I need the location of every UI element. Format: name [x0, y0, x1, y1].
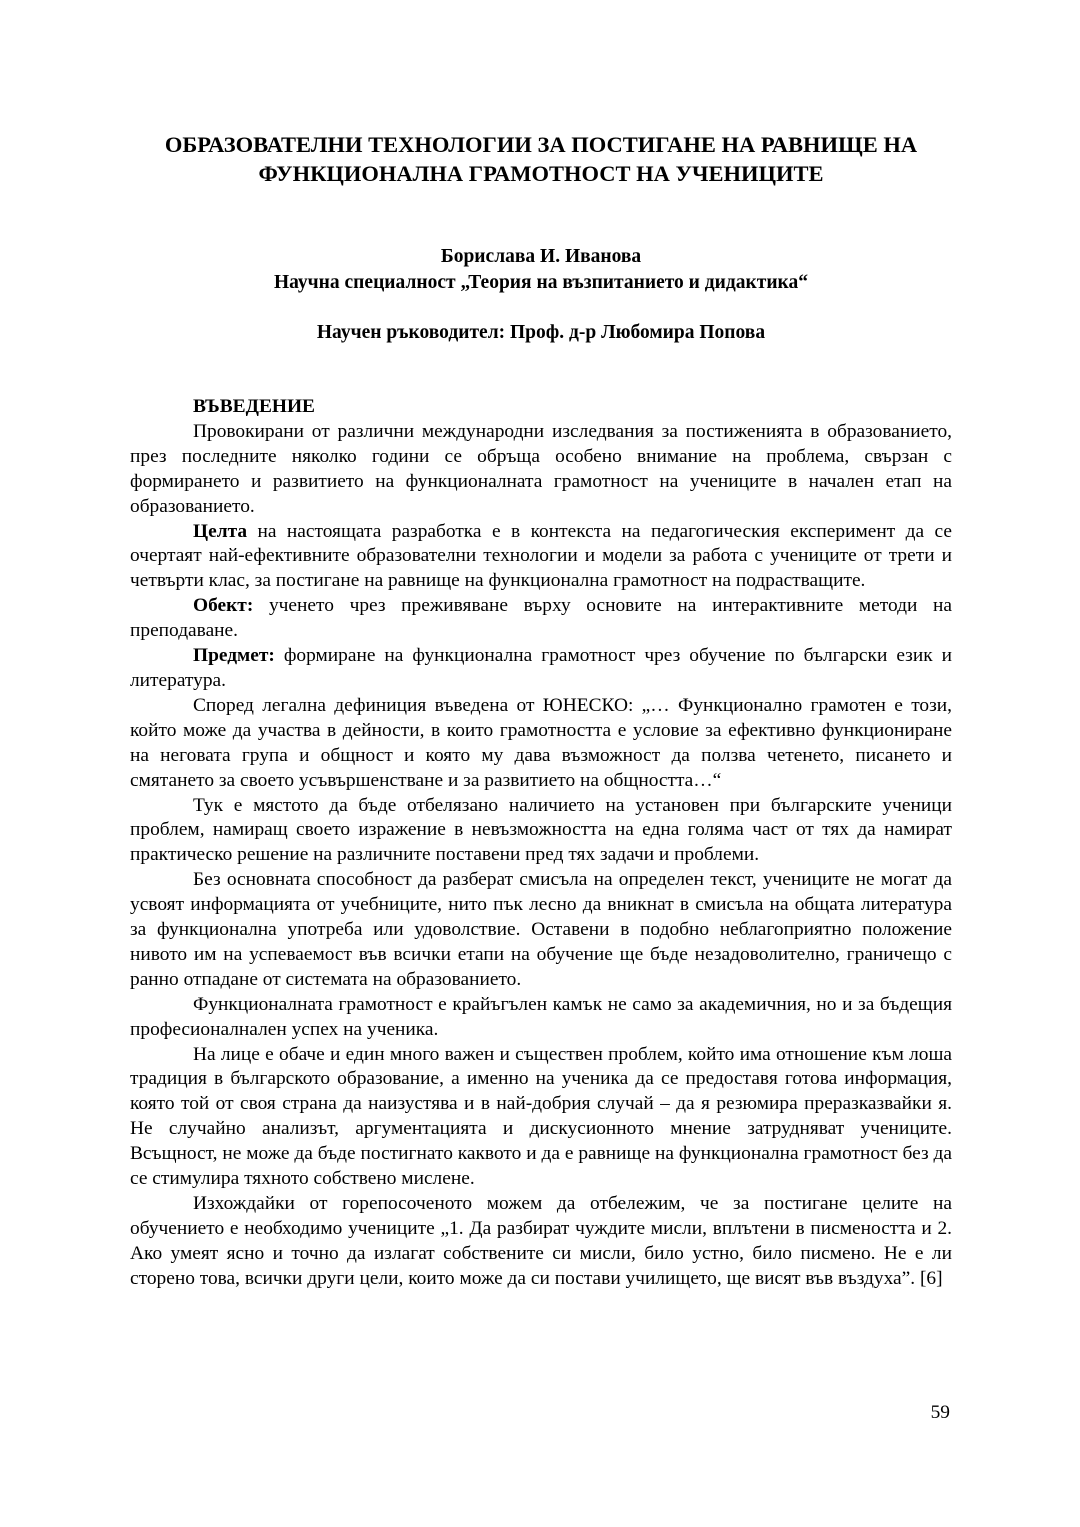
goal-text: на настоящата разработка е в контекста на педагогическия експеримент да се очертаят най-ефективните образователни технологии и модели за работа с учениците от трети и четвърти клас, за постигане на равнище на функционална грамотност на подрастващите.: [130, 520, 952, 592]
goal-label: Целта: [193, 520, 248, 542]
paragraph-1: Провокирани от различни международни изследвания за постиженията в образованието, през последните няколко години се обръща особено внимание на проблема, свързан с формирането и развитието на функционалната грамотност на учениците в начален етап на образованието.: [130, 420, 952, 517]
paragraph-cornerstone: Функционалната грамотност е крайъгълен камък не само за академичния, но и за бъдещия професионалнален успех на ученика.: [130, 993, 952, 1040]
page-number: 59: [930, 1402, 950, 1423]
subject-label: Предмет:: [193, 645, 275, 667]
paragraph-tradition: На лице е обаче и един много важен и съществен проблем, който има отношение към лоша традиция в българското образование, а именно на ученика да се предоставя готова информация, която той от своя страна да наизустява и в най-добрия случай – да я резюмира преразказвайки я. Не случайно анализът, аргументацията и дискусионното мнение затрудняват учениците. Всъщност, не може да бъде постигнато каквото и да е равнище на функционална грамотност без да се стимулира тяхното собствено мислене.: [130, 1043, 952, 1190]
paragraph-subject: [130, 644, 952, 694]
paragraph-goal: [130, 520, 952, 595]
paragraph-goals-quote: Изхождайки от горепосоченото можем да отбележим, че за постигане целите на обучението е необходимо учениците „1. Да разбират чуждите мисли, вплътени в писмеността и 2. Ако умеят ясно и точно да излагат собствените си мисли, било устно, било писмено. Не е ли сторено това, всички други цели, които може да си постави училището, ще висят във въздуха”. [6]: [130, 1193, 952, 1289]
section-heading-introduction: ВЪВЕДЕНИЕ: [193, 396, 315, 417]
subject-text: формиране на функционална грамотност чрез обучение по български език и литература.: [130, 645, 952, 691]
paragraph-problem: Тук е мястото да бъде отбелязано наличието на установен при българските ученици проблем, намиращ своето изражение в невъзможността на една голяма част от тях да намират практическо решение на различните поставени пред тях задачи и проблеми.: [130, 794, 952, 866]
paper-body: [130, 395, 952, 1292]
paper-title: ОБРАЗОВАТЕЛНИ ТЕХНОЛОГИИ ЗА ПОСТИГАНЕ НА РАВНИЩЕ НА ФУНКЦИОНАЛНА ГРАМОТНОСТ НА УЧЕНИЦИТЕ: [164, 132, 918, 186]
paragraph-object: [130, 594, 952, 644]
object-label: Обект:: [193, 595, 254, 617]
author-specialty: Научна специалност „Теория на възпитанието и дидактика“: [273, 272, 808, 293]
paragraph-comprehension: Без основната способност да разберат смисъла на определен текст, учениците не могат да усвоят информацията от учебниците, нито пък лесно да вникнат в смисъла на общата литература за функционална употреба или удоволствие. Оставени в подобно неблагоприятно положение нивото им на успеваемост във всички етапи на обучение ще бъде незадоволително, граничещо с ранно отпадане от системата на образованието.: [130, 869, 952, 990]
object-text: ученето чрез преживяване върху основите на интерактивните методи на преподаване.: [130, 595, 952, 642]
author-name: Борислава И. Иванова: [440, 246, 642, 267]
scientific-supervisor: Научен ръководител: Проф. д-р Любомира Попова: [316, 322, 766, 343]
paragraph-unesco-definition: Според легална дефиниция въведена от ЮНЕСКО: „… Функционално грамотен е този, който може да участва в дейности, в които грамотността е условие за ефективно функциониране на неговата група и общност и която му дава възможност да ползва четенето, писането и смятането за своето усъвършенстване и за развитието на общността…“: [130, 694, 952, 791]
